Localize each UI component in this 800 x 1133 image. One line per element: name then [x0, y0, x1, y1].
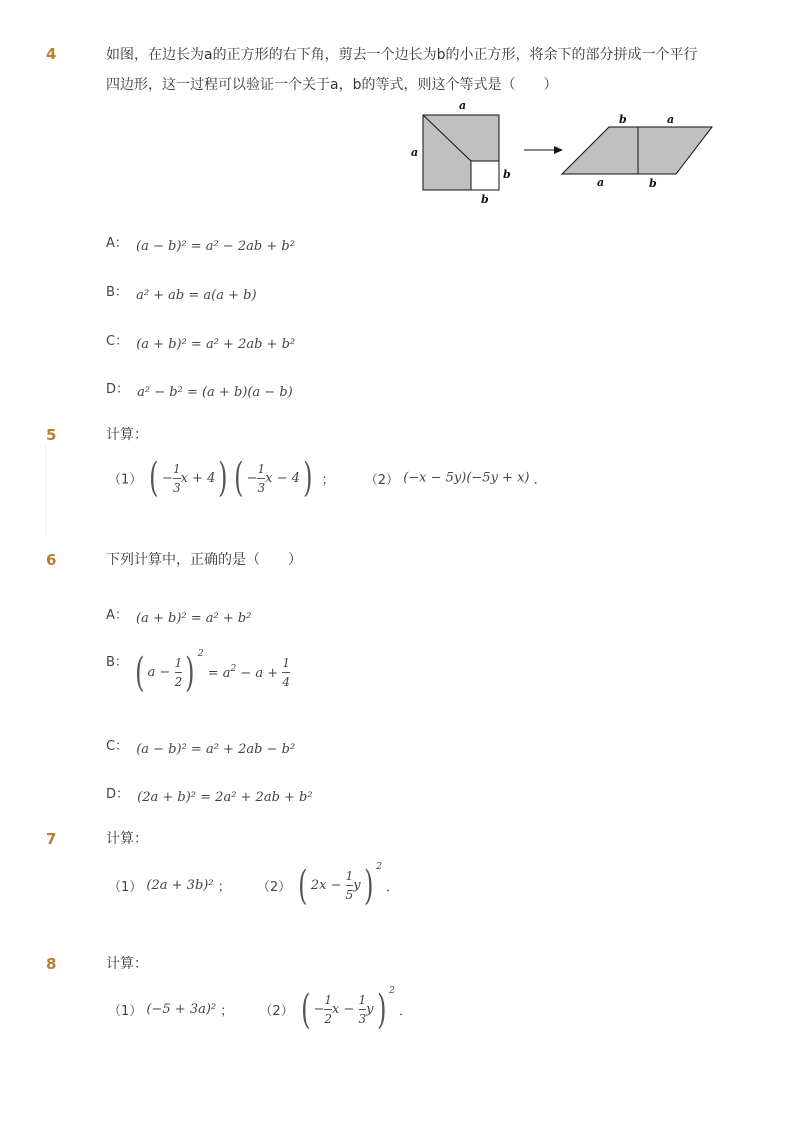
q6-option-c[interactable] [106, 735, 296, 757]
q7-part1-expression: (2a + 3b)² [146, 878, 214, 893]
q5-part2-end: ． [533, 472, 547, 488]
option-expression: (a − b)² = a² − 2ab + b² [136, 239, 295, 254]
para-label-a-bottom: a [597, 176, 605, 189]
square-label-a-top: a [459, 99, 467, 112]
option-expression: (a − b)² = a² + 2ab − b² [136, 742, 296, 757]
square-figure [405, 98, 520, 214]
option-expression: a² + ab = a(a + b) [136, 288, 257, 303]
question-5-text: 计算： [106, 427, 148, 443]
option-label: A： [106, 608, 128, 623]
separator-line [45, 445, 46, 535]
option-expression: a² − b² = (a + b)(a − b) [137, 385, 293, 400]
option-expression: (a + b)² = a² + 2ab + b² [136, 337, 296, 352]
question-number-5: 5 [46, 426, 57, 444]
question-8-text: 计算： [106, 956, 148, 972]
option-label: B： [106, 285, 128, 300]
question-number-7: 7 [46, 830, 57, 848]
q6-option-b[interactable] [106, 651, 290, 696]
question-7-text: 计算： [106, 831, 148, 847]
question-number-6: 6 [46, 551, 57, 569]
q4-option-d[interactable] [106, 378, 293, 400]
q7-part1-end: ； [217, 880, 231, 895]
option-expression: (2a + b)² = 2a² + 2ab + b² [137, 790, 313, 805]
q6-option-d[interactable] [106, 783, 313, 805]
q8-part1-end: ； [220, 1004, 234, 1019]
q8-part1-label: （1） [108, 1004, 143, 1019]
q5-part1-end: ； [321, 472, 335, 488]
question-4-line-1: 如图，在边长为a的正方形的右下角，剪去一个边长为b的小正方形，将余下的部分拼成一个平行 [106, 47, 698, 63]
option-expression: (a + b)² = a² + b² [136, 611, 252, 626]
para-label-a-top: a [667, 113, 675, 126]
option-label: C： [106, 334, 129, 349]
option-label: D： [106, 787, 130, 802]
question-4-line-2: 四边形，这一过程可以验证一个关于a，b的等式，则这个等式是（ ） [106, 77, 558, 93]
q7-part1-label: （1） [108, 880, 143, 895]
square-label-b-bottom: b [481, 193, 489, 206]
question-4-text [106, 40, 697, 100]
q4-option-a[interactable] [106, 232, 295, 254]
option-label: B： [106, 655, 128, 670]
q7-part2-label: （2） [256, 880, 292, 895]
q8-part2-end: ． [398, 1004, 412, 1019]
square-label-a-left: a [411, 146, 419, 159]
question-6-text: 下列计算中，正确的是（ ） [106, 552, 302, 568]
q4-option-b[interactable] [106, 281, 257, 303]
q4-option-c[interactable] [106, 330, 296, 352]
para-label-b-top: b [619, 113, 627, 126]
q5-parts [108, 455, 547, 501]
q6-option-a[interactable] [106, 604, 252, 626]
q8-part1-expression: (−5 + 3a)² [146, 1002, 217, 1017]
para-label-b-bottom: b [649, 177, 657, 190]
q5-part2-expression: (−x − 5y)(−5y + x) [403, 470, 530, 486]
q5-part1-expression: ( − $\frac{1}{3}$ x + 4) ( − $\frac{1}{3}$ x − 4) [149, 455, 313, 501]
option-label: C： [106, 739, 129, 754]
q5-part1-label: （1） [108, 472, 143, 488]
q7-part2-end: ． [386, 880, 400, 895]
square-label-b-right: b [503, 168, 511, 181]
question-number-8: 8 [46, 955, 57, 973]
q7-parts [108, 862, 399, 909]
parallelogram-figure [555, 110, 720, 196]
q5-part2-label: （2） [364, 472, 400, 488]
option-label: A： [106, 236, 128, 251]
q8-parts [108, 986, 412, 1033]
q8-part2-label: （2） [259, 1004, 294, 1019]
q7-part2-expression: ( 2x − $\frac{1}{5}$ y) $^2$ [298, 862, 382, 909]
question-number-4: 4 [46, 45, 57, 63]
option-label: D： [106, 382, 130, 397]
q8-part2-expression: ( − $\frac{1}{2}$ x − $\frac{1}{3}$ y) $^2$ [300, 986, 395, 1033]
option-expression: ( a − $\frac{1}{2}$ ) $^2 = a^2 - a$ + $\frac{1}{4}$ [135, 649, 290, 696]
